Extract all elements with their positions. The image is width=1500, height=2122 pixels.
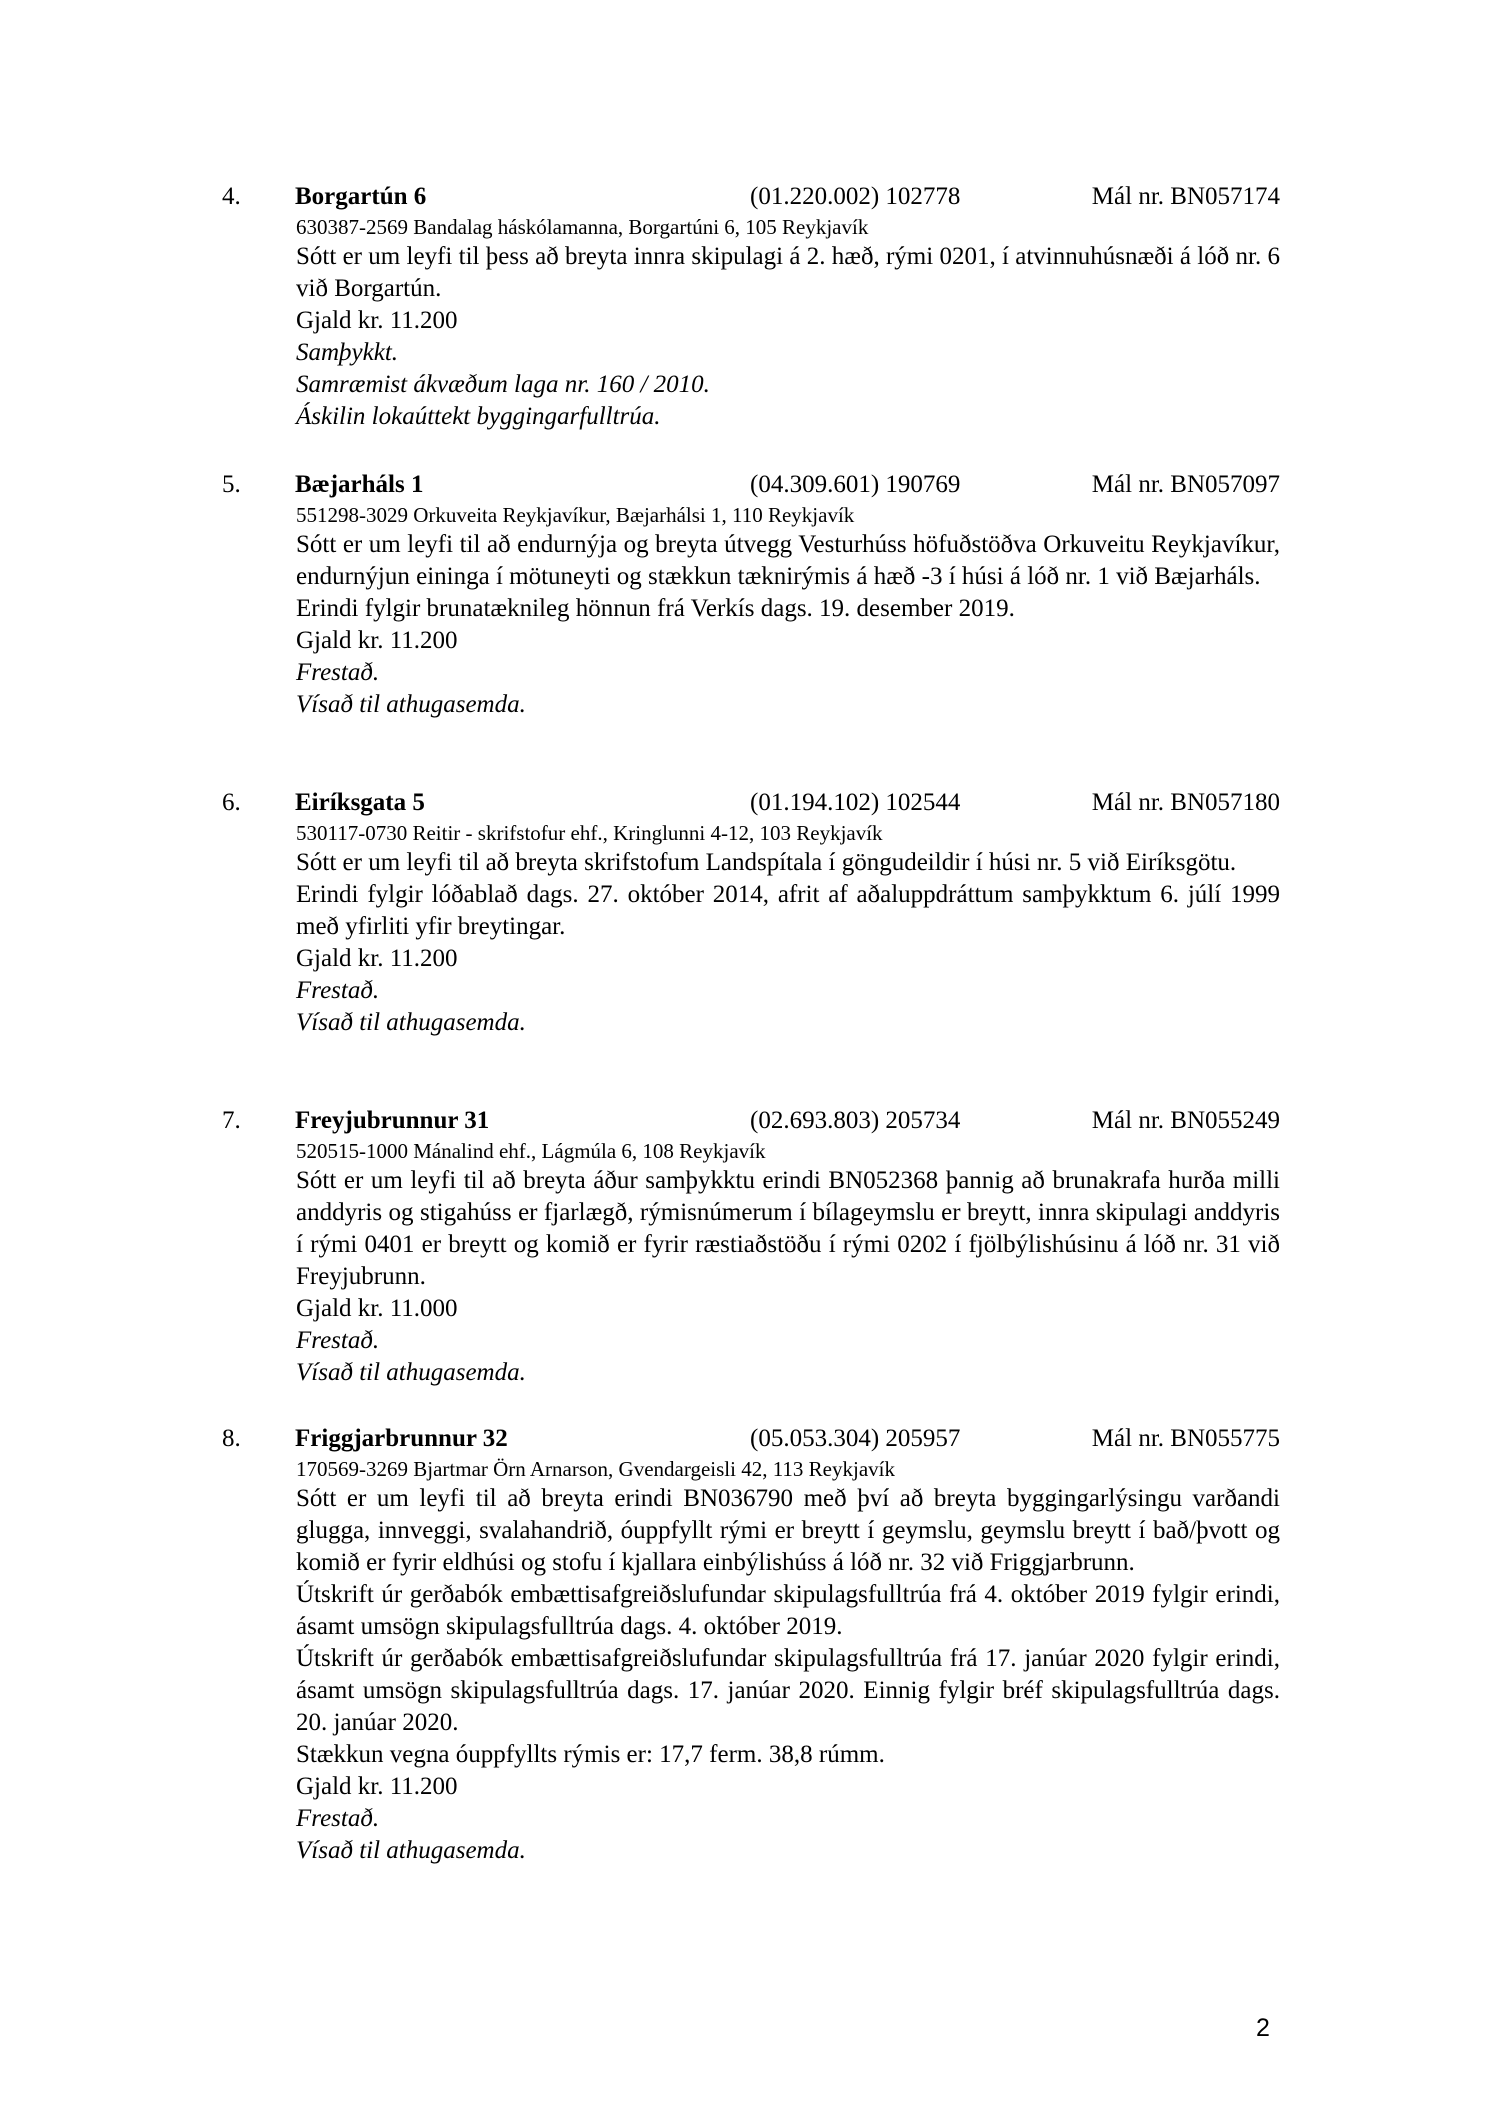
item-description: Útskrift úr gerðabók embættisafgreiðslufundar skipulagsfulltrúa frá 17. janúar 2020 fylgir erindi, ásamt umsögn skipulagsfulltrúa dags. 17. janúar 2020. Einnig fylgir bréf skipulagsfulltrúa dags. 20. janúar 2020. [296,1645,1280,1736]
item-fee: Gjald kr. 11.000 [296,1295,458,1322]
item-body [296,213,1280,433]
item-address: Borgartún 6 [295,183,427,210]
item-header [222,786,1280,819]
item-body [296,1137,1280,1389]
agenda-item-4 [222,180,1280,433]
item-fee: Gjald kr. 11.200 [296,627,458,654]
item-number: 7. [222,1107,241,1134]
item-fee: Gjald kr. 11.200 [296,1773,458,1800]
agenda-item-6 [222,786,1280,1039]
item-applicant: 630387-2569 Bandalag háskólamanna, Borgartúni 6, 105 Reykjavík [296,215,869,239]
item-decision: Samþykkt. [296,339,399,366]
agenda-item-5 [222,468,1280,721]
item-property-code: (04.309.601) 190769 [750,471,961,498]
item-header [222,180,1280,213]
item-decision: Samræmist ákvæðum laga nr. 160 / 2010. [296,371,710,398]
item-fee: Gjald kr. 11.200 [296,307,458,334]
item-decision: Frestað. [296,659,380,686]
item-header [222,1422,1280,1455]
item-number: 4. [222,183,241,210]
item-case-number: Mál nr. BN057097 [1091,471,1280,498]
item-address: Eiríksgata 5 [295,789,425,816]
item-case-number: Mál nr. BN055775 [1091,1425,1280,1452]
item-description: Sótt er um leyfi til að breyta skrifstofum Landspítala í göngudeildir í húsi nr. 5 við Eiríksgötu. [296,849,1237,876]
item-body [296,1455,1280,1867]
item-applicant: 170569-3269 Bjartmar Örn Arnarson, Gvendargeisli 42, 113 Reykjavík [296,1457,895,1481]
item-fee: Gjald kr. 11.200 [296,945,458,972]
item-description: Sótt er um leyfi til að breyta áður samþykktu erindi BN052368 þannig að brunakrafa hurða milli anddyris og stigahúss er fjarlægð, rýmisnúmerum í bílageymslu er breytt, innra skipulagi anddyris í rými 0401 er breytt og komið er fyrir ræstiaðstöðu í rými 0202 í fjölbýlishúsinu á lóð nr. 31 við Freyjubrunn. [296,1167,1280,1290]
item-address: Freyjubrunnur 31 [295,1107,490,1134]
item-header [222,468,1280,501]
item-number: 5. [222,471,241,498]
item-decision: Vísað til athugasemda. [296,691,526,718]
item-decision: Vísað til athugasemda. [296,1837,526,1864]
item-applicant: 530117-0730 Reitir - skrifstofur ehf., Kringlunni 4-12, 103 Reykjavík [296,821,883,845]
item-applicant: 551298-3029 Orkuveita Reykjavíkur, Bæjarhálsi 1, 110 Reykjavík [296,503,855,527]
item-header [222,1104,1280,1137]
page-number: 2 [1256,2014,1270,2042]
item-case-number: Mál nr. BN057180 [1091,789,1280,816]
item-case-number: Mál nr. BN057174 [1091,183,1280,210]
item-case-number: Mál nr. BN055249 [1091,1107,1280,1134]
item-property-code: (01.194.102) 102544 [750,789,961,816]
item-address: Friggjarbrunnur 32 [295,1425,508,1452]
item-description: Stækkun vegna óuppfyllts rýmis er: 17,7 ferm. 38,8 rúmm. [296,1741,885,1768]
item-property-code: (05.053.304) 205957 [750,1425,961,1452]
item-body [296,819,1280,1039]
item-description: Sótt er um leyfi til að endurnýja og breyta útvegg Vesturhúss höfuðstöðva Orkuveitu Reykjavíkur, endurnýjun eininga í mötuneyti og stækkun tæknirýmis á hæð -3 í húsi á lóð nr. 1 við Bæjarháls. [296,531,1280,590]
item-decision: Frestað. [296,1805,380,1832]
item-number: 6. [222,789,241,816]
item-description: Sótt er um leyfi til þess að breyta innra skipulagi á 2. hæð, rými 0201, í atvinnuhúsnæði á lóð nr. 6 við Borgartún. [296,243,1280,302]
item-address: Bæjarháls 1 [295,471,424,498]
agenda-item-7 [222,1104,1280,1389]
item-body [296,501,1280,721]
item-property-code: (01.220.002) 102778 [750,183,961,210]
item-property-code: (02.693.803) 205734 [750,1107,961,1134]
item-description: Erindi fylgir lóðablað dags. 27. október 2014, afrit af aðaluppdráttum samþykktum 6. júlí 1999 með yfirliti yfir breytingar. [296,881,1280,940]
item-number: 8. [222,1425,241,1452]
item-decision: Vísað til athugasemda. [296,1009,526,1036]
item-decision: Vísað til athugasemda. [296,1359,526,1386]
item-applicant: 520515-1000 Mánalind ehf., Lágmúla 6, 108 Reykjavík [296,1139,766,1163]
item-decision: Frestað. [296,977,380,1004]
item-decision: Frestað. [296,1327,380,1354]
item-description: Erindi fylgir brunatæknileg hönnun frá Verkís dags. 19. desember 2019. [296,595,1015,622]
item-decision: Áskilin lokaúttekt byggingarfulltrúa. [296,403,661,430]
item-description: Útskrift úr gerðabók embættisafgreiðslufundar skipulagsfulltrúa frá 4. október 2019 fylgir erindi, ásamt umsögn skipulagsfulltrúa dags. 4. október 2019. [296,1581,1280,1640]
item-description: Sótt er um leyfi til að breyta erindi BN036790 með því að breyta byggingarlýsingu varðandi glugga, innveggi, svalahandrið, óuppfyllt rými er breytt í geymslu, geymslu breytt í bað/þvott og komið er fyrir eldhúsi og stofu í kjallara einbýlishúss á lóð nr. 32 við Friggjarbrunn. [296,1485,1280,1576]
agenda-item-8 [222,1422,1280,1867]
